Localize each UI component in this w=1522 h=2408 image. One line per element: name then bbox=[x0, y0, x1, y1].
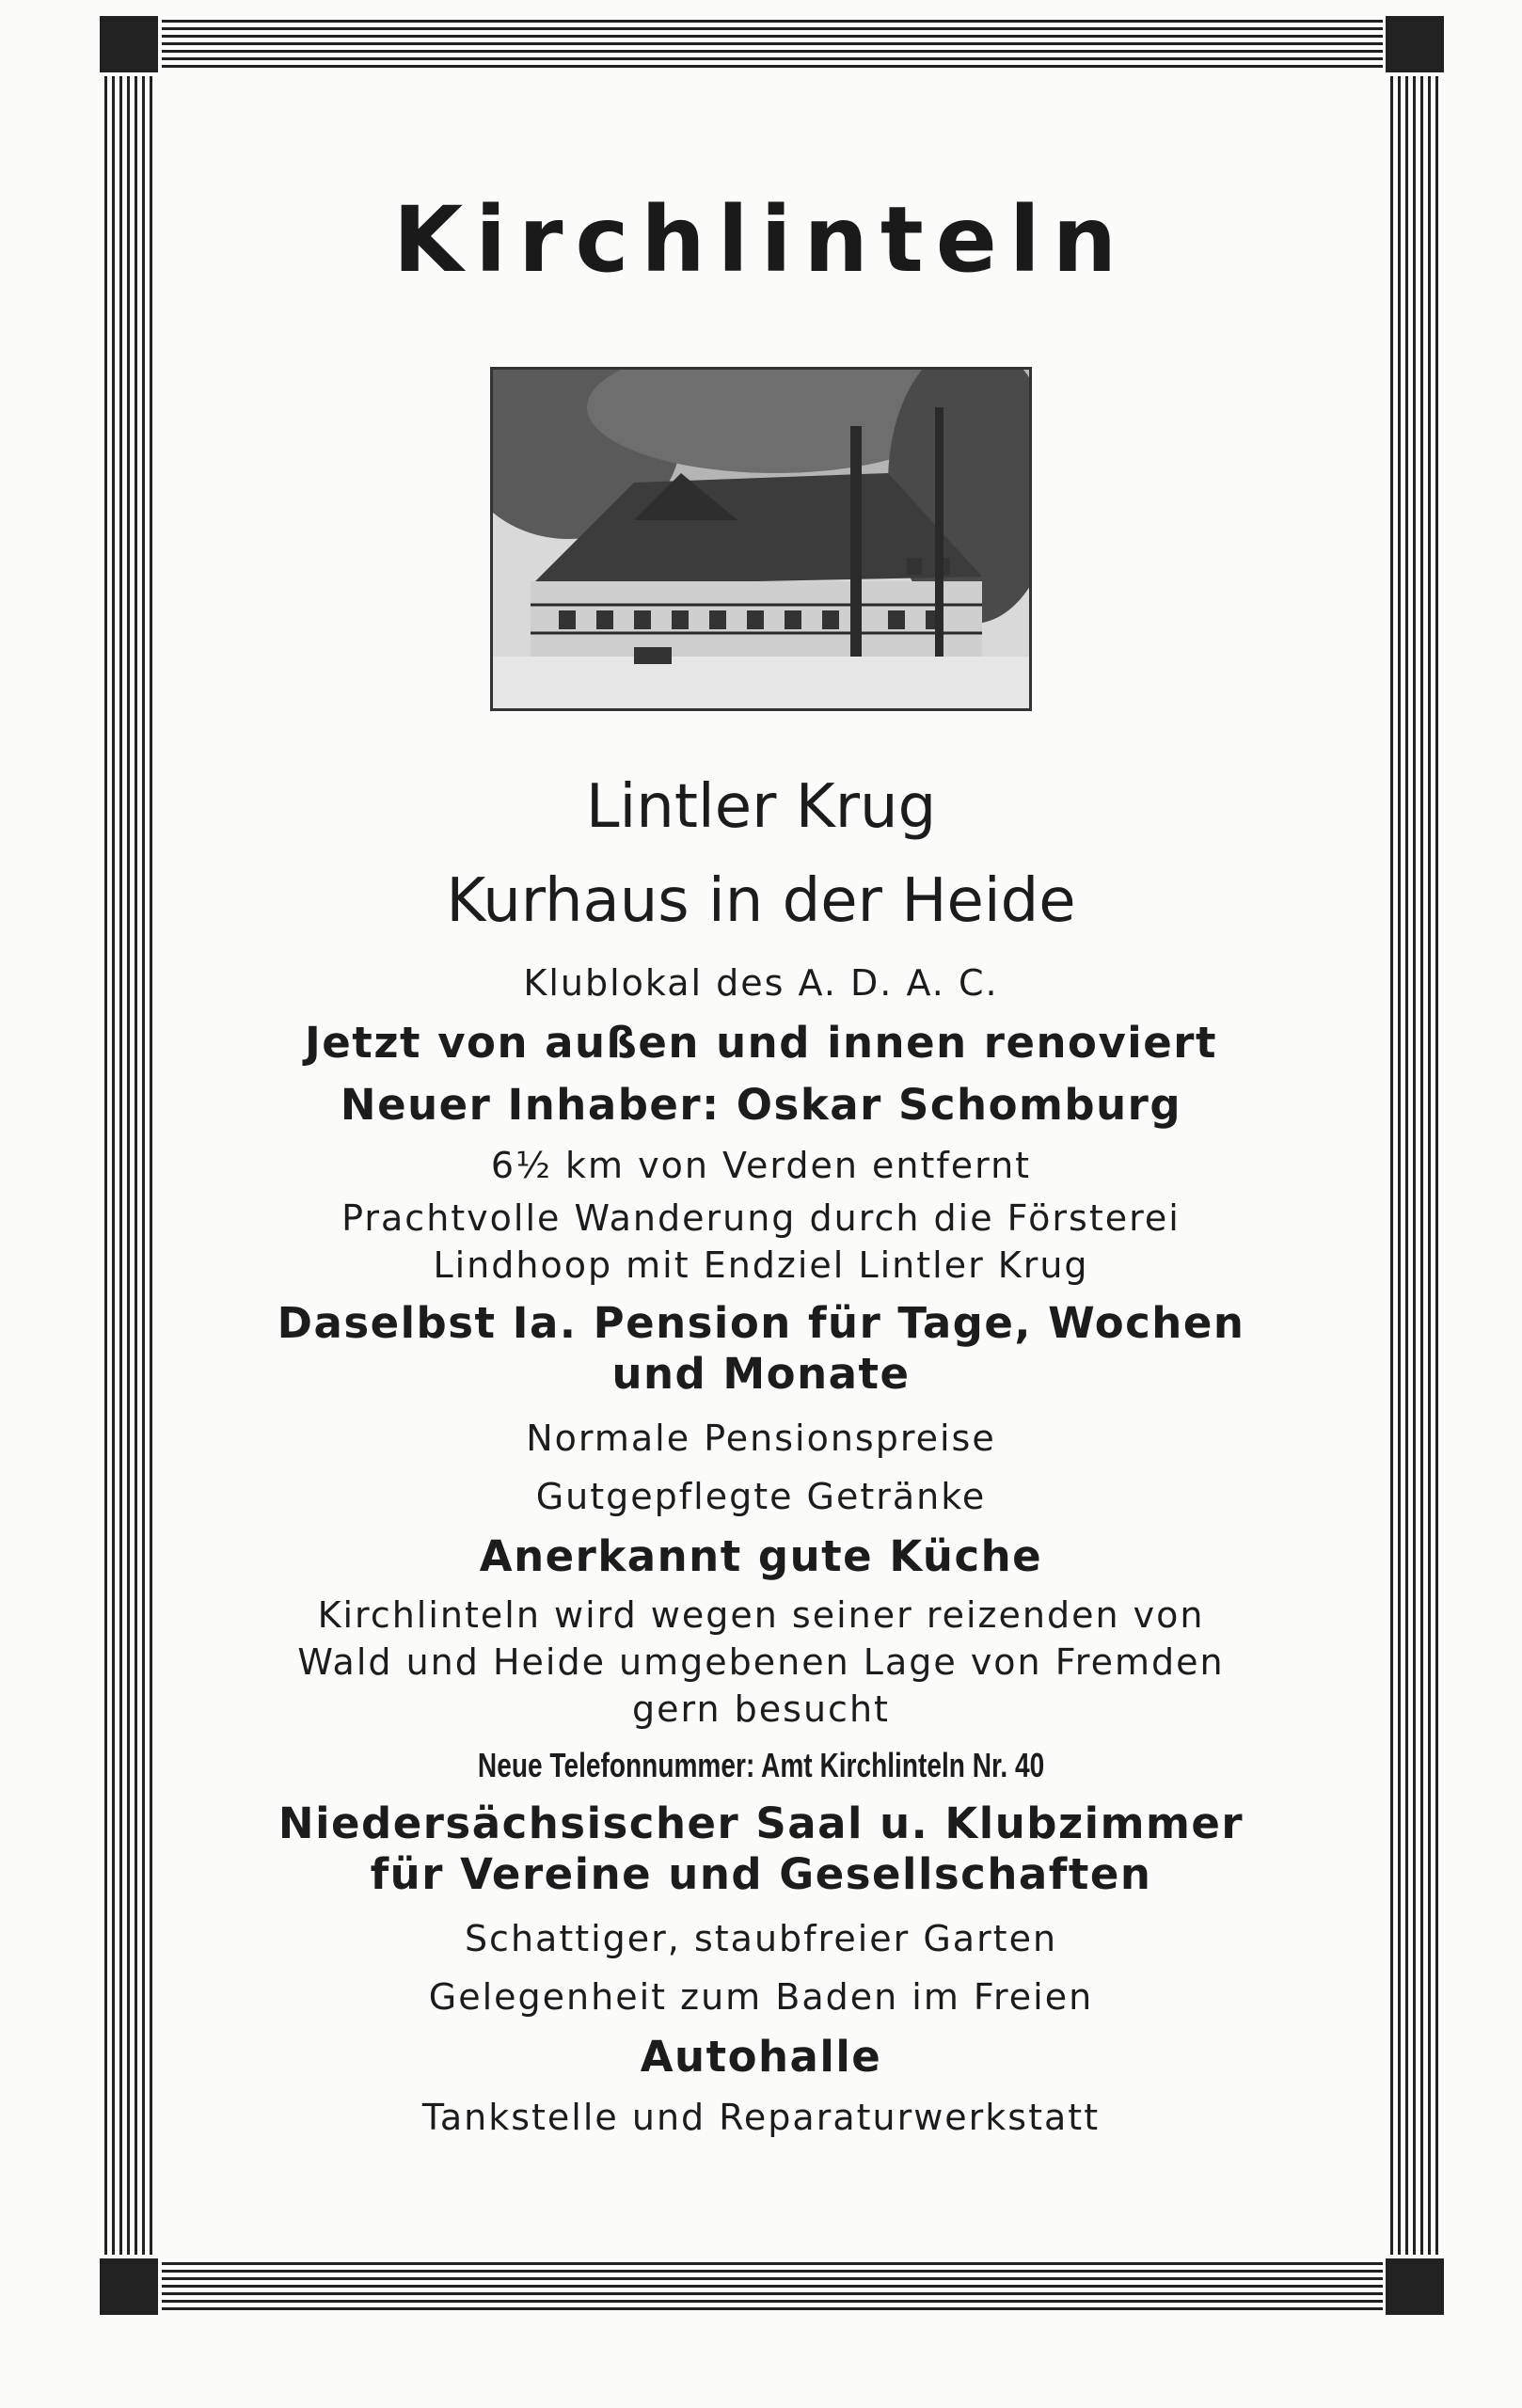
distance-note: 6½ km von Verden entfernt bbox=[490, 1145, 1032, 1186]
location-line-2: Wald und Heide umgebenen Lage von Fremden bbox=[297, 1641, 1225, 1683]
garden-note: Schattiger, staubfreier Garten bbox=[464, 1918, 1058, 1959]
border-corner-bottom-right bbox=[1386, 2258, 1444, 2315]
border-bottom-rule bbox=[162, 2262, 1383, 2311]
border-corner-top-left bbox=[100, 16, 158, 72]
bathing-note: Gelegenheit zum Baden im Freien bbox=[428, 1976, 1094, 2018]
phone-note: Neue Telefonnummer: Amt Kirchlinteln Nr. 40 bbox=[477, 1746, 1045, 1784]
border-top-rule bbox=[162, 20, 1383, 69]
border-right-rule bbox=[1390, 76, 1439, 2255]
location-line-1: Kirchlinteln wird wegen seiner reizenden von bbox=[317, 1594, 1205, 1636]
hall-line-2: für Vereine und Gesellschaften bbox=[370, 1849, 1152, 1899]
advertisement-body bbox=[179, 141, 1343, 2147]
location-line-3: gern besucht bbox=[632, 1688, 890, 1730]
hike-line-2: Lindhoop mit Endziel Lintler Krug bbox=[433, 1244, 1089, 1286]
half-timbered-inn-photo bbox=[490, 367, 1032, 711]
prices-note: Normale Pensionspreise bbox=[526, 1418, 996, 1459]
inn-subtitle: Kurhaus in der Heide bbox=[446, 866, 1076, 936]
pension-line-1: Daselbst Ia. Pension für Tage, Wochen bbox=[277, 1298, 1245, 1348]
border-corner-bottom-left bbox=[100, 2258, 158, 2315]
page-title: Kirchlinteln bbox=[392, 187, 1130, 293]
renovated-note: Jetzt von außen und innen renoviert bbox=[305, 1018, 1217, 1068]
border-left-rule bbox=[104, 76, 153, 2255]
kitchen-note: Anerkannt gute Küche bbox=[479, 1531, 1043, 1581]
drinks-note: Gutgepflegte Getränke bbox=[535, 1476, 987, 1517]
inn-name: Lintler Krug bbox=[585, 772, 937, 842]
garage-note: Autohalle bbox=[640, 2032, 882, 2082]
service-note: Tankstelle und Reparaturwerkstatt bbox=[421, 2097, 1101, 2138]
hall-line-1: Niedersächsischer Saal u. Klubzimmer bbox=[277, 1798, 1245, 1848]
club-note: Klublokal des A. D. A. C. bbox=[523, 962, 999, 1004]
pension-line-2: und Monate bbox=[611, 1349, 911, 1399]
owner-note: Neuer Inhaber: Oskar Schomburg bbox=[340, 1080, 1182, 1130]
hike-line-1: Prachtvolle Wanderung durch die Försterei bbox=[341, 1197, 1181, 1239]
border-corner-top-right bbox=[1386, 16, 1444, 72]
